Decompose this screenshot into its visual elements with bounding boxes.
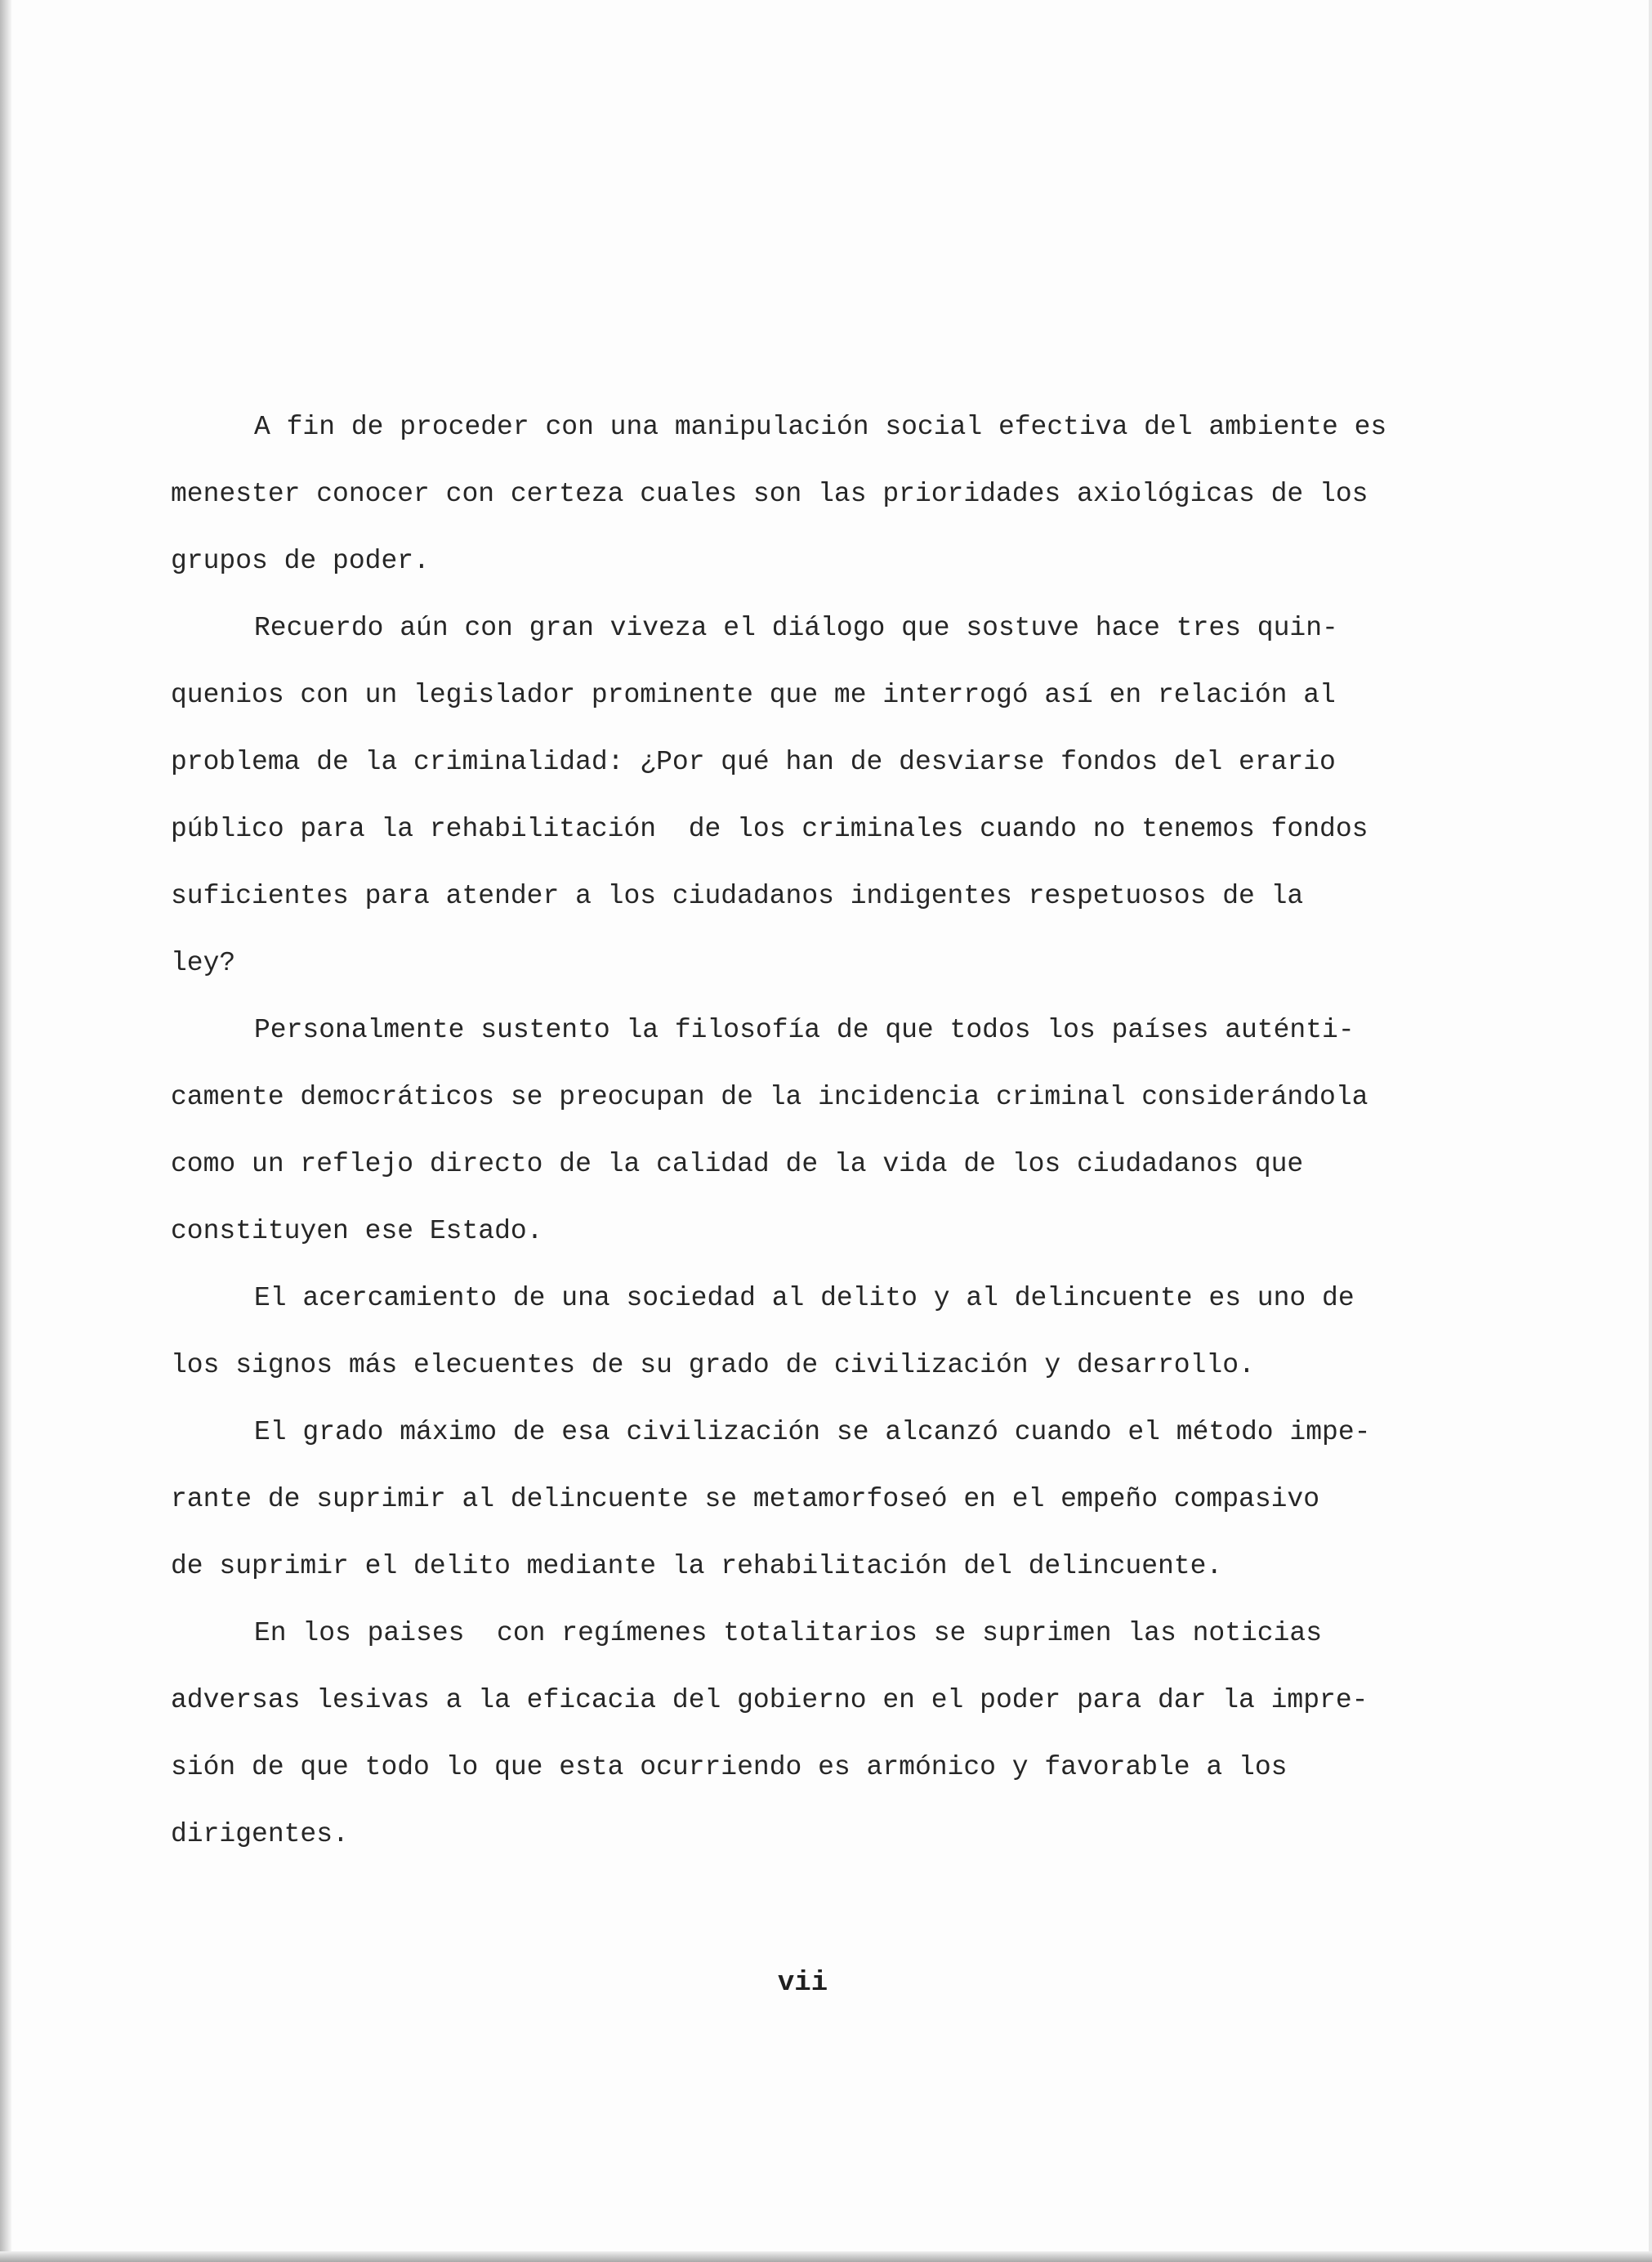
text-line: dirigentes.: [171, 1819, 349, 1849]
paragraph: [171, 1265, 1413, 1399]
text-line: rante de suprimir al delincuente se metamorfoseó en el empeño compasivo: [171, 1484, 1320, 1514]
text-line: los signos más elecuentes de su grado de civilización y desarrollo.: [171, 1350, 1255, 1380]
text-line: quenios con un legislador prominente que me interrogó así en relación al: [171, 680, 1336, 710]
text-line: menester conocer con certeza cuales son las prioridades axiológicas de los: [171, 479, 1368, 509]
text-line: ley?: [171, 948, 236, 978]
paragraph: [171, 394, 1413, 595]
paragraph: [171, 997, 1413, 1265]
text-line: grupos de poder.: [171, 546, 430, 576]
scan-shadow-bottom: [0, 2251, 1652, 2262]
page-number: vii: [777, 1968, 828, 1999]
paragraph: [171, 595, 1413, 997]
text-line: constituyen ese Estado.: [171, 1216, 543, 1246]
scan-shadow-left: [0, 0, 11, 2262]
text-line: problema de la criminalidad: ¿Por qué han de desviarse fondos del erario: [171, 747, 1336, 777]
text-line: Recuerdo aún con gran viveza el diálogo que sostuve hace tres quin-: [254, 613, 1338, 643]
paragraph: [171, 1600, 1413, 1868]
text-line: público para la rehabilitación de los criminales cuando no tenemos fondos: [171, 814, 1368, 844]
paragraph: [171, 1399, 1413, 1600]
text-line: El acercamiento de una sociedad al delito y al delincuente es uno de: [254, 1283, 1355, 1313]
text-line: En los paises con regímenes totalitarios se suprimen las noticias: [254, 1618, 1323, 1648]
text-line: adversas lesivas a la eficacia del gobierno en el poder para dar la impre-: [171, 1685, 1368, 1715]
text-line: suficientes para atender a los ciudadanos indigentes respetuosos de la: [171, 881, 1304, 911]
text-line: A fin de proceder con una manipulación social efectiva del ambiente es: [254, 412, 1387, 442]
scan-shadow-right: [1649, 0, 1652, 2262]
body-text: [171, 394, 1413, 1868]
text-line: como un reflejo directo de la calidad de la vida de los ciudadanos que: [171, 1149, 1304, 1179]
text-line: Personalmente sustento la filosofía de que todos los países auténti-: [254, 1015, 1355, 1045]
text-line: de suprimir el delito mediante la rehabilitación del delincuente.: [171, 1551, 1223, 1581]
text-line: El grado máximo de esa civilización se alcanzó cuando el método impe-: [254, 1417, 1371, 1447]
text-line: sión de que todo lo que esta ocurriendo es armónico y favorable a los: [171, 1752, 1288, 1782]
text-line: camente democráticos se preocupan de la incidencia criminal considerándola: [171, 1082, 1368, 1112]
